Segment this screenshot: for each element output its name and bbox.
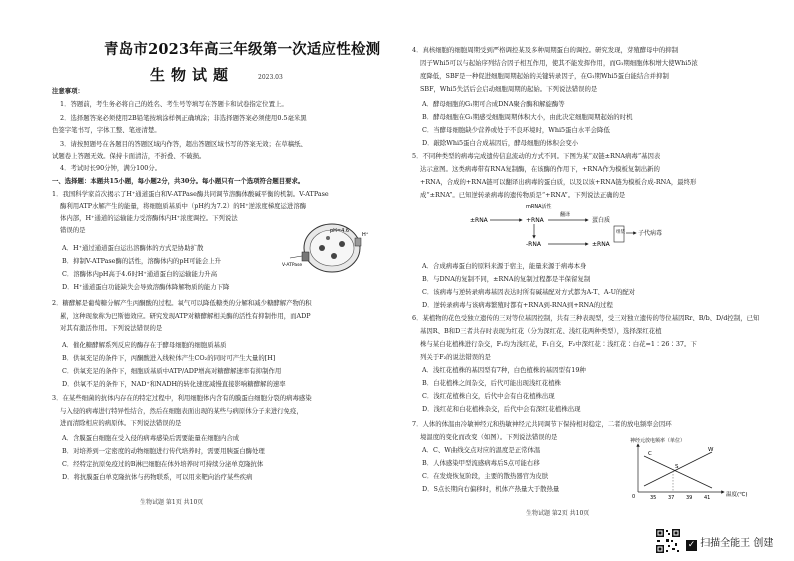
left-page <box>0 0 392 561</box>
proton-label: H⁺ <box>362 232 369 238</box>
question-5-stem: 5．不同种类型的病毒完成遗传信息流动的方式不同。下图为某“双链±RNA病毒”基因表 <box>412 152 661 160</box>
right-page <box>398 0 794 561</box>
question-6-option-c: C．浅红花植株自交，后代中会有白花植株出现 <box>422 392 555 400</box>
question-1-option-c: C．溶酶体内pH高于4.6时H⁺通道蛋白的运输能力升高 <box>62 270 218 278</box>
tick-39: 39 <box>686 495 693 501</box>
subject-title: 生物试题 <box>150 66 235 84</box>
question-1-option-b: B．抑制V-ATPase酶的活性，溶酶体内的pH可能会上升 <box>62 257 221 265</box>
question-4-stem: SBF，Whi5失活后会启动细胞周期的起始。下列说法错误的是 <box>420 85 598 93</box>
question-2-option-b: B．供氧充足的条件下，丙酮酸进入线粒体产生CO₂的同时可产生大量的[H] <box>62 354 276 362</box>
question-6-option-b: B．白花植株之间杂交，后代可能出现浅红花植株 <box>422 379 561 387</box>
question-1-stem: 体内部，H⁺通道的运输能力受溶酶体内H⁺浓度调控。下列说法 <box>60 214 238 222</box>
question-7-stem: 7．人体的体温由冷敏神经元和热敏神经元共同调节下保持相对稳定，二者的放电频率会因环 <box>412 420 672 428</box>
question-1-stem: 1．我国科学家首次揭示了H⁺通道蛋白和V-ATPase酶共同调节溶酶体酸碱平衡的机制。V-ATPase <box>52 190 329 198</box>
scanner-watermark <box>686 534 773 551</box>
lysosome-figure <box>282 218 372 278</box>
neuron-firing-graph <box>626 436 766 502</box>
question-4-stem: 度降低，SBF是一种促进细胞周期起始的关键转录因子，在G₁期Whi5蛋白能结合并抑制 <box>420 72 669 80</box>
label-minus-rna: -RNA <box>526 241 541 248</box>
exam-date: 2023.03 <box>258 74 283 81</box>
tick-37: 37 <box>668 495 675 501</box>
question-1-stem: 酶利用ATP水解产生的能量，将细胞质基质中（pH约为7.2）的H⁺逆浓度梯度运进溶酶 <box>60 202 307 210</box>
question-5-option-c: C．该病毒与逆转录病毒基因表达时所有碱基配对方式都为A-T、A-U的配对 <box>422 288 636 296</box>
question-4-stem: 因子Whi5可以与起始序列结合因子相互作用，使其不能发挥作用，而G₁期细胞体积增大使Whi5浓 <box>420 59 698 67</box>
question-5-stem: 达示意图。这类病毒带有RNA复制酶，在该酶的作用下，+RNA作为模板复制出新的 <box>420 165 660 173</box>
question-1-stem: 错误的是 <box>60 226 86 234</box>
notice-line: 1．答题前，考生务必将自己的姓名、考生号等填写在答题卡和试卷指定位置上。 <box>60 100 288 108</box>
page-footer-left: 生物试题 第1页 共10页 <box>140 499 204 506</box>
question-3-stem: 进而清除相应的病原体。下列说法错误的是 <box>60 419 182 427</box>
notice-line: 色签字笔书写，字体工整、笔迹清楚。 <box>52 126 161 134</box>
label-plus-rna: +RNA <box>526 217 544 224</box>
qr-code-icon <box>655 528 681 554</box>
label-c: C <box>648 451 652 457</box>
notice-heading: 注意事项： <box>52 87 84 95</box>
question-6-stem: 基因R、B和D三者共存时表现为红花（分为深红花、浅红花两种类型），选择深红花植 <box>420 327 662 335</box>
question-1-option-d: D．H⁺通道蛋白功能缺失会导致溶酶体降解物质的能力下降 <box>62 283 230 291</box>
label-protein: 蛋白质 <box>592 217 611 224</box>
tick-41: 41 <box>704 495 711 501</box>
question-2-option-c: C．供氧充足的条件下，细胞质基质中ATP/ADP增高对糖酵解速率有抑制作用 <box>62 367 282 375</box>
question-4-stem: 4．真核细胞的细胞周期受到严格调控某及多种周期蛋白的调控。研究发现，芽殖酵母中的抑制 <box>412 46 679 54</box>
question-3-option-c: C．经特定抗原免疫过的B淋巴细胞在体外培养时可持续分泌单克隆抗体 <box>62 460 264 468</box>
label-w: W <box>708 447 714 453</box>
question-6-stem: 6．某植物的花色受独立遗传的三对等位基因控制，共有三种表现型，受三对独立遗传的等位基因Rr、B/b、D/d控制，已知 <box>412 314 760 322</box>
tick-35: 35 <box>650 495 657 501</box>
label-mrna: mRNA活性 <box>526 204 552 210</box>
question-6-stem: 列关于F₂的说法错误的是 <box>420 353 491 361</box>
section-heading: 一、选择题：本题共15小题，每小题2分，共30分。每小题只有一个选项符合题目要求。 <box>52 177 305 185</box>
notice-line: 4．考试时长90分钟，满分100分。 <box>60 164 162 172</box>
curve-c <box>644 456 712 488</box>
question-4-option-a: A．酵母细胞的G₁期可合成DNA聚合酶和解旋酶等 <box>422 100 565 108</box>
question-5-option-b: B．与DNA的复制不同，±RNA的复制过程都是半保留复制 <box>422 275 591 283</box>
question-3-stem: 3．在某些细菌的抗体内存在的特定过程中，利用细胞体内含有的膜蛋白细胞分裂的病毒感染 <box>52 394 312 402</box>
ph-label: pH=4.6 <box>330 228 350 234</box>
question-7-option-c: C．在发烧恢复阶段，主要的散热器官为皮肤 <box>422 472 549 480</box>
question-4-option-d: D．敲除Whi5蛋白合成基因后，酵母细胞的体积会变小 <box>422 139 579 147</box>
question-2-stem: 对其有激活作用。下列说法错误的是 <box>60 324 163 332</box>
label-translation: 翻译 <box>560 212 571 218</box>
question-4-option-c: C．当酵母细胞缺少营养或处于不良环境时，Whi5蛋白水平会降低 <box>422 126 610 134</box>
question-5-stem: 成“±RNA”。已知逆转录病毒的遗传物质是“+RNA”。下列说法正确的是 <box>420 191 626 199</box>
question-6-stem: 株与某白花植株进行杂交，F₁均为浅红花，F₁自交，F₂中深红花∶浅红花∶白花=1∶26∶37。下 <box>420 340 697 348</box>
origin-label: 0 <box>632 494 636 500</box>
question-5-stem: +RNA，合成的+RNA链可以翻译出病毒的蛋白质，以及以该+RNA链为模板合成-RNA，最终形 <box>420 178 697 186</box>
question-7-option-d: D．S点长期向右偏移时，机体产热量大于散热量 <box>422 485 560 493</box>
label-s: S <box>675 464 679 470</box>
exam-title: 青岛市2023年高三年级第一次适应性检测 <box>104 41 381 58</box>
label-assembly: 组装 <box>616 230 625 235</box>
question-2-stem: 2．糖酵解是葡萄糖分解产生丙酮酸的过程。氧气可以降低糖类的分解和减少糖酵解产物的积 <box>52 299 312 307</box>
question-7-option-a: A．C、W曲线交点对应的温度是正常体温 <box>422 446 541 454</box>
question-7-stem: 境温度的变化而改变（如图）。下列说法错误的是 <box>420 433 558 441</box>
notice-line: 试题卷上答题无效。保持卡面清洁，不折叠、不破损。 <box>52 152 206 160</box>
question-3-option-a: A．含膜蛋白细胞在受入侵的病毒感染后需要能量在细胞内合成 <box>62 434 240 442</box>
question-3-option-d: D．将抗膜蛋白单克隆抗体与药物联系，可以用来靶向治疗某些疾病 <box>62 473 253 481</box>
label-pm-rna: ±RNA <box>470 217 488 224</box>
scanner-text: 扫描全能王 创建 <box>700 538 774 549</box>
question-7-option-b: B．人体感染甲型流感病毒后S点可能右移 <box>422 459 540 467</box>
v-atpase-label: V-ATPase <box>282 263 303 268</box>
question-5-option-a: A．合成病毒蛋白的原料来源于宿主，能量来源于病毒本身 <box>422 262 587 270</box>
question-2-stem: 累，这种现象称为巴斯德效应。研究发现ATP对糖酵解相关酶的活性有抑制作用，而ADP <box>60 312 311 320</box>
question-6-option-a: A．浅红花植株的基因型有7种，白色植株的基因型有19种 <box>422 366 586 374</box>
question-5-option-d: D．逆转录病毒与该病毒繁殖时都有+RNA到-RNA到+RNA的过程 <box>422 301 613 309</box>
label-pm-rna-2: ±RNA <box>592 241 610 248</box>
graph-ylabel: 神经元放电频率（单位） <box>630 438 686 444</box>
question-3-stem: 与入侵的病毒进行特异性结合，然后在细胞表面出现的某些与病原体分子来进行免疫， <box>60 407 303 415</box>
notice-line: 3．请按照题号在各题目的答题区域内作答，超出答题区域书写的答案无效；在草稿纸、 <box>60 140 307 148</box>
question-2-option-a: A．催化糖酵解系列反应的酶存在于酵母细胞的细胞质基质 <box>62 341 227 349</box>
label-progeny: 子代病毒 <box>638 230 663 237</box>
page-footer-right: 生物试题 第2页 共10页 <box>526 510 590 517</box>
question-2-option-d: D．供氧不足的条件下，NAD⁺和NADH的转化速度减慢直接影响糖酵解的速率 <box>62 380 286 388</box>
question-4-option-b: B．酵母细胞在G₁期感受细胞周期体积大小，由此决定细胞周期起始的时机 <box>422 113 633 121</box>
scanner-logo-icon: ✓ <box>687 540 696 550</box>
question-6-option-d: D．浅红花和白花植株杂交，后代中会有深红花植株出现 <box>422 405 581 413</box>
question-3-option-b: B．对培养到一定密度的动物细胞进行传代培养时，需要用胰蛋白酶处理 <box>62 447 265 455</box>
rna-virus-diagram <box>468 200 668 256</box>
graph-xlabel: 温度(℃) <box>726 492 748 498</box>
notice-line: 2．选择题答案必须使用2B铅笔按填涂样例正确填涂；非选择题答案必须使用0.5毫米黑 <box>60 114 307 122</box>
question-1-option-a: A．H⁺通过通道蛋白运出溶酶体的方式是协助扩散 <box>62 244 204 252</box>
